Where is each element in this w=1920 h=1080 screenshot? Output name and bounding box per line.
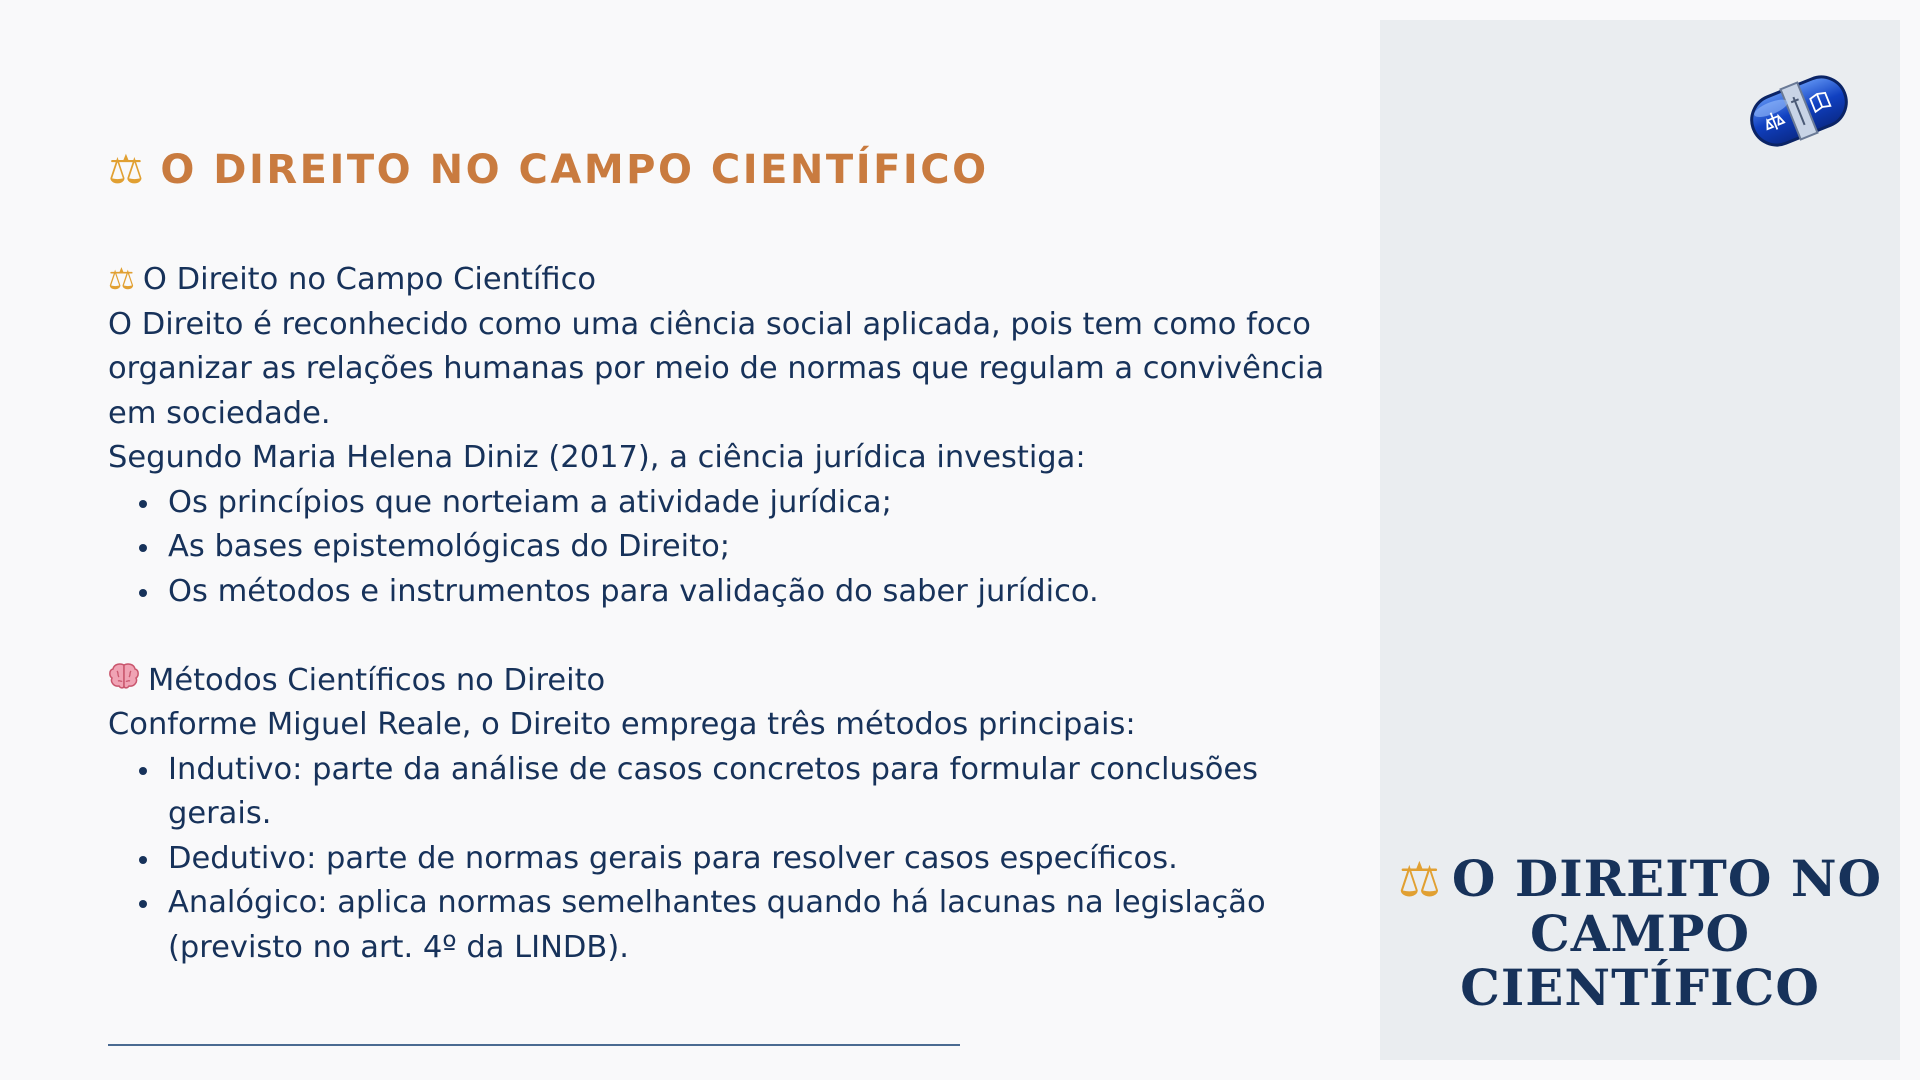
section-heading (108, 258, 1348, 303)
section-metodos (108, 659, 1348, 971)
brain-icon-svg (108, 662, 140, 690)
section-heading-text: O Direito no Campo Científico (142, 262, 597, 297)
list-item: As bases epistemológicas do Direito; (168, 525, 1348, 570)
section-heading-text: Métodos Científicos no Direito (148, 662, 606, 698)
bullet-list (108, 748, 1348, 971)
side-title-text: O DIREITO NO CAMPO CIENTÍFICO (1451, 849, 1883, 1017)
logo-svg (1744, 56, 1854, 166)
section-direito (108, 258, 1348, 614)
side-panel (1380, 20, 1900, 1060)
list-item: Os princípios que norteiam a atividade jurídica; (168, 481, 1348, 526)
divider (108, 1044, 960, 1046)
page-title-text: O DIREITO NO CAMPO CIENTÍFICO (160, 147, 989, 193)
section-heading (108, 659, 1348, 704)
list-item: Dedutivo: parte de normas gerais para resolver casos específicos. (168, 837, 1348, 882)
balance-scale-icon: ⚖ (108, 262, 135, 297)
list-item: Os métodos e instrumentos para validação do saber jurídico. (168, 570, 1348, 615)
main-content (108, 140, 1348, 970)
spacer (108, 614, 1348, 659)
paragraph: O Direito é reconhecido como uma ciência social aplicada, pois tem como foco organizar as relações humanas por meio de normas que regulam a convivência em sociedade. (108, 306, 1325, 431)
list-item: Analógico: aplica normas semelhantes quando há lacunas na legislação (previsto no art. 4º da LINDB). (168, 881, 1348, 970)
list-item: Indutivo: parte da análise de casos concretos para formular conclusões gerais. (168, 748, 1348, 837)
balance-scale-icon: ⚖ (108, 147, 147, 193)
brain-icon (108, 659, 140, 704)
paragraph-intro: Conforme Miguel Reale, o Direito emprega três métodos principais: (108, 707, 1136, 742)
bullet-list (108, 481, 1348, 615)
balance-scale-icon: ⚖ (1397, 852, 1442, 908)
side-title (1380, 849, 1900, 1017)
law-capsule-logo-icon (1744, 56, 1854, 166)
page-title (108, 140, 1348, 200)
paragraph-intro: Segundo Maria Helena Diniz (2017), a ciência jurídica investiga: (108, 440, 1086, 475)
